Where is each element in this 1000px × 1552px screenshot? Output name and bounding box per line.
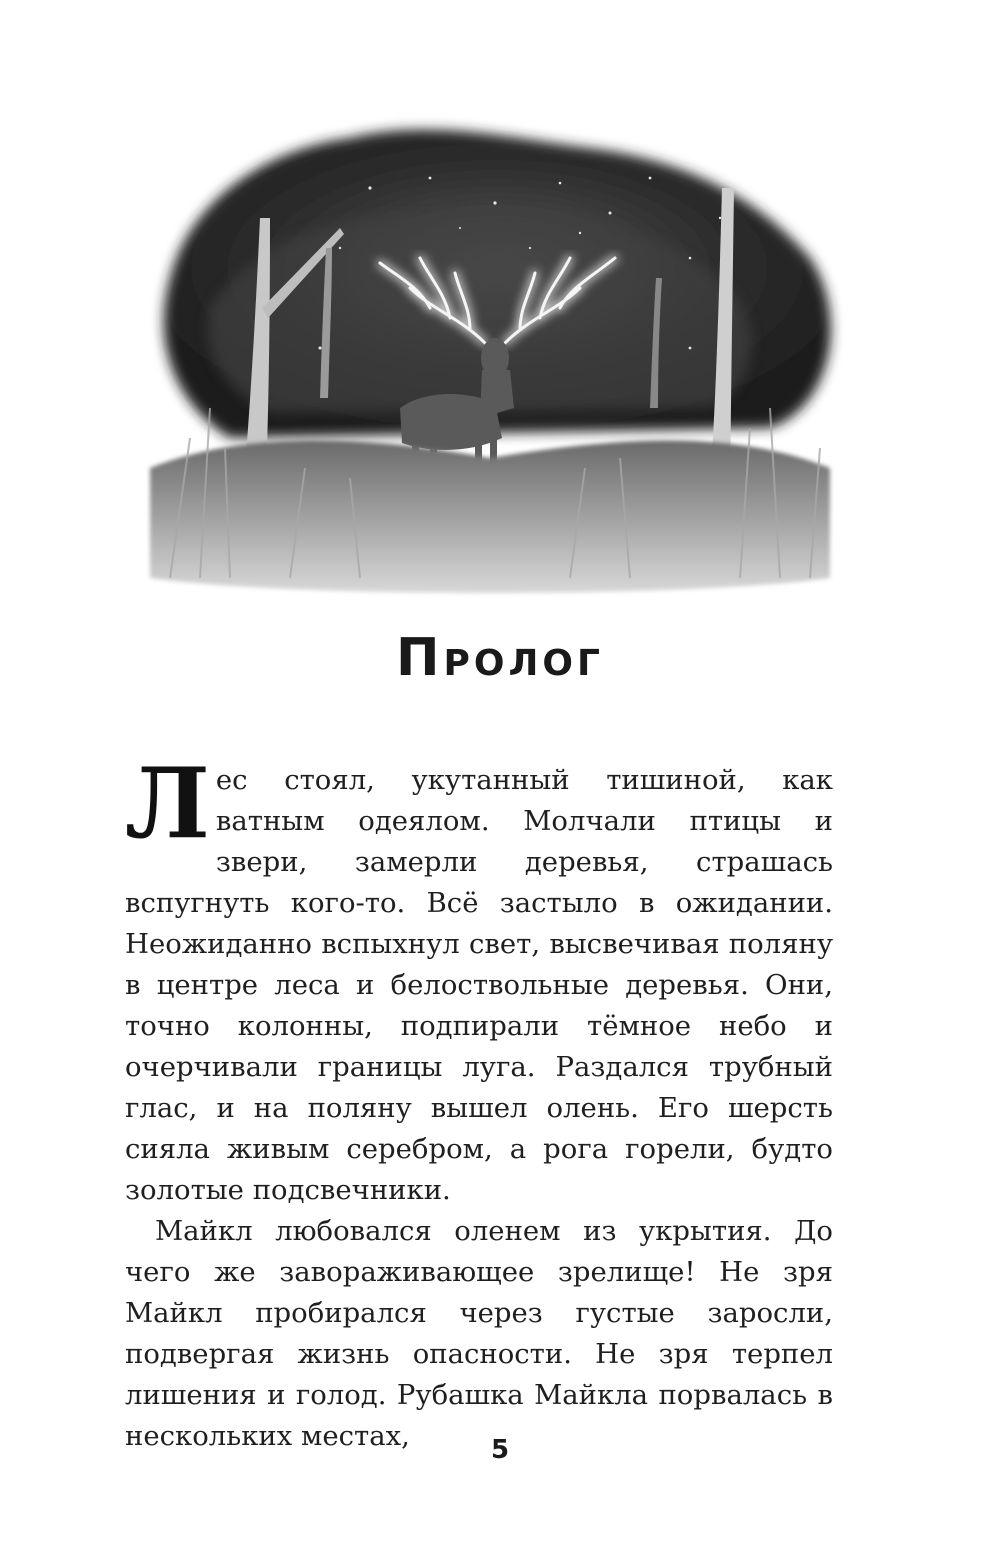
- page-number: 5: [490, 1435, 510, 1465]
- chapter-body: [125, 747, 833, 1457]
- paragraph-1: [125, 747, 833, 1211]
- chapter-illustration-glowing-deer: [130, 108, 850, 598]
- chapter-title: Пролог: [396, 628, 604, 688]
- paragraph-1-text: ес стоял, укутанный тишиной, как ватным одеялом. Молчали птицы и звери, замерли деревья, страшась вспугнуть кого-то. Всё застыло в ожидании. Неожиданно вспыхнул свет, высвечивая поляну в центре леса и белоствольные деревья. Они, точно колонны, подпирали тёмное небо и очерчивали границы луга. Раздался трубный глас, и на поляну вышел олень. Его шерсть сияла живым серебром, а рога горели, будто золотые подсвечники.: [125, 764, 833, 1206]
- drop-cap: Л: [125, 747, 210, 860]
- paragraph-2: Майкл любовался оленем из укрытия. До чего же завораживающее зрелище! Не зря Майкл пробирался через густые заросли, подвергая жизнь опасности. Не зря терпел лишения и голод. Рубашка Майкла порвалась в нескольких местах,: [125, 1215, 833, 1452]
